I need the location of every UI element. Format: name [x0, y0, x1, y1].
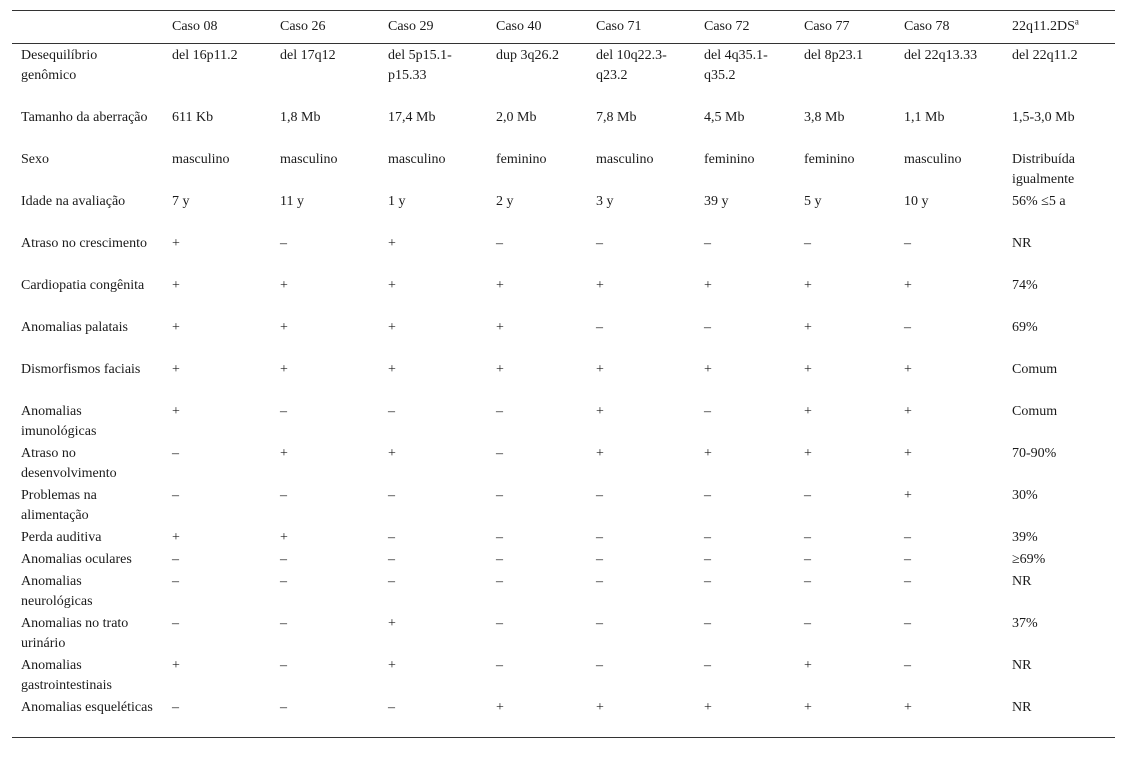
table-cell: +: [596, 699, 604, 715]
row-label: Atraso no desenvolvimento: [21, 445, 117, 481]
table-cell: 69%: [1012, 319, 1038, 335]
row-label: Anomalias no trato urinário: [21, 615, 129, 651]
header-cell-caso-26: Caso 26: [280, 19, 326, 34]
header-text-22q11-2ds: 22q11.2DS: [1012, 19, 1075, 34]
table-cell: +: [388, 319, 396, 335]
header-cell-22q11-2ds: [1003, 11, 1115, 44]
table-cell: 2 y: [496, 193, 514, 209]
table-cell: masculino: [172, 151, 230, 167]
table-cell: +: [804, 277, 812, 293]
table-cell: +: [496, 699, 504, 715]
table-cell: –: [496, 529, 503, 545]
table-cell: –: [804, 529, 811, 545]
table-cell: –: [496, 551, 503, 567]
table-cell: 70-90%: [1012, 445, 1057, 461]
table-cell: –: [704, 403, 711, 419]
table-cell: +: [804, 699, 812, 715]
table-cell: +: [172, 361, 180, 377]
row-label: Dismorfismos faciais: [21, 361, 141, 377]
table-cell: –: [280, 551, 287, 567]
table-cell: +: [388, 361, 396, 377]
row-label: Cardiopatia congênita: [21, 277, 145, 293]
table-cell: Comum: [1012, 361, 1058, 377]
table-row: [12, 148, 1115, 190]
header-cell-caso-71: Caso 71: [596, 19, 642, 34]
table-cell: del 5p15.1-p15.33: [388, 48, 452, 83]
table-cell: +: [704, 699, 712, 715]
table-cell: +: [904, 445, 912, 461]
table-row: [12, 232, 1115, 274]
footnote-marker: a: [1074, 16, 1079, 27]
table-row: [12, 526, 1115, 548]
table-cell: –: [172, 699, 179, 715]
table-cell: –: [704, 529, 711, 545]
row-label: Anomalias oculares: [21, 551, 132, 567]
table-cell: –: [804, 615, 811, 631]
table-cell: –: [904, 615, 911, 631]
table-cell: masculino: [388, 151, 446, 167]
table-row: [12, 548, 1115, 570]
table-cell: –: [496, 487, 503, 503]
table-cell: –: [280, 615, 287, 631]
table-cell: del 17q12: [280, 48, 336, 63]
table-cell: NR: [1012, 573, 1032, 589]
table-cell: +: [804, 361, 812, 377]
table-cell: 10 y: [904, 193, 929, 209]
table-cell: +: [280, 445, 288, 461]
table-cell: ≥69%: [1012, 551, 1046, 567]
table-cell: +: [280, 277, 288, 293]
table-cell: del 8p23.1: [804, 48, 864, 63]
table-cell: –: [804, 573, 811, 589]
header-cell-caso-40: Caso 40: [496, 19, 542, 34]
table-cell: +: [904, 403, 912, 419]
table-cell: –: [596, 529, 603, 545]
table-cell: +: [172, 529, 180, 545]
header-cell-caso-77: Caso 77: [804, 19, 850, 34]
table-cell: –: [704, 615, 711, 631]
table-cell: –: [596, 551, 603, 567]
table-cell: masculino: [596, 151, 654, 167]
table-cell: +: [704, 361, 712, 377]
table-cell: –: [280, 573, 287, 589]
table-cell: feminino: [704, 151, 755, 167]
table-cell: dup 3q26.2: [496, 48, 559, 63]
table-row: [12, 358, 1115, 400]
table-cell: –: [904, 551, 911, 567]
table-cell: 7 y: [172, 193, 190, 209]
table-cell: 7,8 Mb: [596, 109, 637, 125]
table-cell: –: [904, 573, 911, 589]
table-cell: +: [596, 277, 604, 293]
table-cell: –: [596, 487, 603, 503]
table-cell: +: [280, 529, 288, 545]
row-label: Atraso no crescimento: [21, 235, 147, 251]
row-label: Anomalias esqueléticas: [21, 699, 153, 715]
header-cell-empty: [12, 11, 163, 44]
row-label: Desequilíbrio genômico: [21, 48, 98, 83]
table-cell: –: [704, 235, 711, 251]
table-row: [12, 274, 1115, 316]
table-cell: masculino: [280, 151, 338, 167]
row-label: Perda auditiva: [21, 529, 102, 545]
table-row: [12, 316, 1115, 358]
table-cell: Comum: [1012, 403, 1058, 419]
table-cell: –: [172, 551, 179, 567]
table-cell: –: [804, 487, 811, 503]
table-cell: 37%: [1012, 615, 1038, 631]
row-label: Idade na avaliação: [21, 193, 126, 209]
table-cell: –: [172, 487, 179, 503]
table-cell: +: [172, 657, 180, 673]
table-cell: +: [904, 487, 912, 503]
table-cell: +: [496, 319, 504, 335]
table-cell: –: [804, 235, 811, 251]
table-cell: –: [172, 615, 179, 631]
table-cell: –: [596, 319, 603, 335]
table-cell: –: [280, 657, 287, 673]
table-cell: –: [704, 319, 711, 335]
table-row: [12, 570, 1115, 612]
table-cell: +: [596, 445, 604, 461]
table-cell: +: [496, 277, 504, 293]
table-row: [12, 612, 1115, 654]
row-label: Sexo: [21, 151, 49, 167]
table-cell: NR: [1012, 699, 1032, 715]
table-cell: –: [388, 529, 395, 545]
table-cell: 56% ≤5 a: [1012, 193, 1066, 209]
table-row: [12, 44, 1115, 106]
row-label: Problemas na alimentação: [21, 487, 97, 523]
table-cell: –: [280, 403, 287, 419]
table-cell: Distribuída igualmente: [1012, 151, 1075, 187]
table-cell: +: [904, 277, 912, 293]
table-cell: –: [280, 235, 287, 251]
table-cell: +: [704, 445, 712, 461]
table-cell: –: [704, 657, 711, 673]
header-cell-caso-78: Caso 78: [904, 19, 950, 34]
table-cell: 3,8 Mb: [804, 109, 845, 125]
table-cell: –: [280, 699, 287, 715]
table-cell: –: [496, 615, 503, 631]
table-cell: del 4q35.1-q35.2: [704, 48, 768, 83]
table-cell: +: [596, 361, 604, 377]
table-cell: –: [804, 551, 811, 567]
table-cell: +: [904, 361, 912, 377]
table-row: [12, 400, 1115, 442]
table-cell: –: [496, 403, 503, 419]
table-cell: +: [804, 319, 812, 335]
table-cell: 3 y: [596, 193, 614, 209]
table-cell: 30%: [1012, 487, 1038, 503]
table-cell: 2,0 Mb: [496, 109, 537, 125]
table-cell: –: [904, 235, 911, 251]
table-cell: –: [496, 235, 503, 251]
table-cell: +: [596, 403, 604, 419]
table-cell: –: [388, 699, 395, 715]
table-cell: –: [172, 573, 179, 589]
table-cell: +: [804, 445, 812, 461]
table-cell: feminino: [804, 151, 855, 167]
table-cell: 1,8 Mb: [280, 109, 321, 125]
table-cell: del 22q11.2: [1012, 48, 1078, 63]
table-cell: –: [596, 615, 603, 631]
table-cell: +: [172, 403, 180, 419]
table-cell: +: [172, 235, 180, 251]
table-cell: –: [704, 573, 711, 589]
table-cell: del 16p11.2: [172, 48, 238, 63]
table-cell: +: [388, 235, 396, 251]
table-cell: +: [172, 277, 180, 293]
header-cell-caso-29: Caso 29: [388, 19, 434, 34]
comparison-table: [12, 10, 1115, 738]
header-cell-caso-72: Caso 72: [704, 19, 750, 34]
table-cell: NR: [1012, 235, 1032, 251]
table-cell: 11 y: [280, 193, 304, 209]
table-cell: 39%: [1012, 529, 1038, 545]
table-cell: +: [388, 445, 396, 461]
table-cell: –: [280, 487, 287, 503]
table-body: [12, 44, 1115, 738]
table-cell: feminino: [496, 151, 547, 167]
table-cell: 4,5 Mb: [704, 109, 745, 125]
table-cell: 39 y: [704, 193, 729, 209]
table-cell: +: [804, 403, 812, 419]
table-cell: –: [704, 551, 711, 567]
table-cell: 1,5-3,0 Mb: [1012, 109, 1075, 125]
table-cell: –: [904, 319, 911, 335]
table-cell: –: [388, 573, 395, 589]
table-cell: 1 y: [388, 193, 406, 209]
table-cell: –: [388, 403, 395, 419]
table-cell: –: [904, 657, 911, 673]
table-cell: NR: [1012, 657, 1032, 673]
table-cell: –: [388, 487, 395, 503]
table-cell: 17,4 Mb: [388, 109, 436, 125]
table-cell: +: [172, 319, 180, 335]
table-cell: –: [496, 445, 503, 461]
table-cell: –: [496, 657, 503, 673]
table-cell: +: [704, 277, 712, 293]
table-cell: +: [280, 319, 288, 335]
table-cell: +: [496, 361, 504, 377]
table-cell: –: [596, 573, 603, 589]
table-cell: –: [388, 551, 395, 567]
table-cell: del 22q13.33: [904, 48, 978, 63]
table-cell: 611 Kb: [172, 109, 214, 125]
table-cell: 5 y: [804, 193, 822, 209]
row-label: Anomalias gastrointestinais: [21, 657, 112, 693]
table-row: [12, 654, 1115, 696]
table-cell: +: [904, 699, 912, 715]
table-cell: +: [804, 657, 812, 673]
table-cell: –: [704, 487, 711, 503]
table-cell: +: [388, 277, 396, 293]
table-cell: 74%: [1012, 277, 1038, 293]
table-cell: –: [172, 445, 179, 461]
table-cell: +: [388, 615, 396, 631]
row-label: Anomalias palatais: [21, 319, 128, 335]
comparison-table-container: [12, 10, 1115, 738]
header-row: [12, 11, 1115, 44]
header-cell-caso-08: Caso 08: [172, 19, 218, 34]
table-cell: –: [496, 573, 503, 589]
table-cell: –: [904, 529, 911, 545]
table-row: [12, 106, 1115, 148]
table-cell: 1,1 Mb: [904, 109, 945, 125]
table-cell: +: [388, 657, 396, 673]
table-row: [12, 696, 1115, 738]
row-label: Anomalias neurológicas: [21, 573, 93, 609]
table-cell: masculino: [904, 151, 962, 167]
table-row: [12, 484, 1115, 526]
row-label: Tamanho da aberração: [21, 109, 148, 125]
table-cell: del 10q22.3-q23.2: [596, 48, 667, 83]
row-label: Anomalias imunológicas: [21, 403, 97, 439]
table-row: [12, 190, 1115, 232]
table-cell: –: [596, 657, 603, 673]
table-row: [12, 442, 1115, 484]
table-cell: +: [280, 361, 288, 377]
table-cell: –: [596, 235, 603, 251]
